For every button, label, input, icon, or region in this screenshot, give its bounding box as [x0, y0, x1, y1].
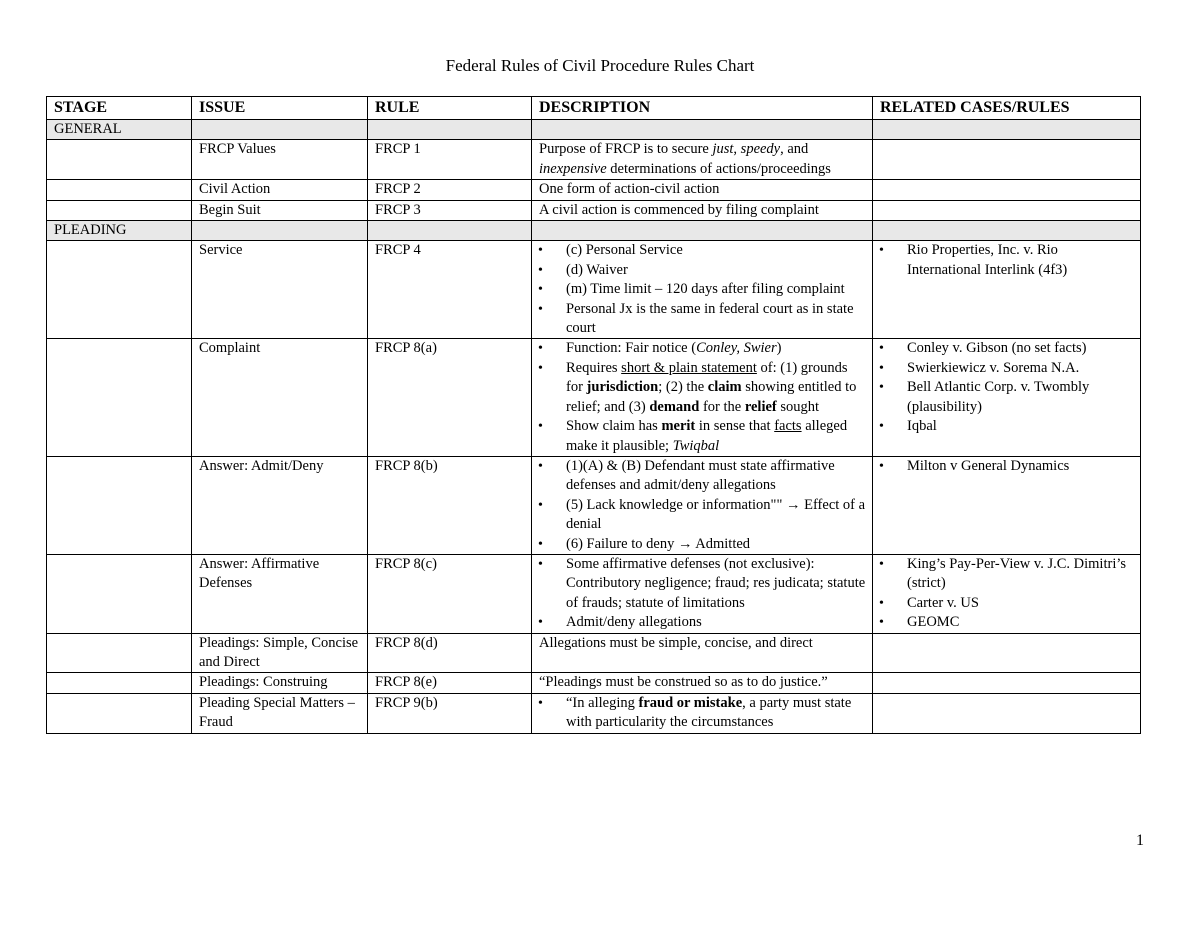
description-cell: A civil action is commenced by filing complaint: [532, 200, 873, 220]
list-item: • Bell Atlantic Corp. v. Twombly (plausibility): [907, 378, 1134, 417]
issue-cell: Complaint: [192, 339, 368, 456]
issue-cell: Begin Suit: [192, 200, 368, 220]
list-item: • Iqbal: [907, 417, 1134, 436]
section-label-pleading: PLEADING: [47, 221, 192, 241]
rule-cell: FRCP 9(b): [368, 693, 532, 733]
description-cell: Purpose of FRCP is to secure just, speedy, and inexpensive determinations of actions/proceedings: [532, 140, 873, 180]
description-cell: [532, 693, 873, 733]
table-row: [47, 339, 1141, 456]
rule-cell: FRCP 8(a): [368, 339, 532, 456]
rule-cell: FRCP 4: [368, 241, 532, 339]
issue-cell: Answer: Admit/Deny: [192, 456, 368, 554]
description-cell: [532, 241, 873, 339]
page-title: Federal Rules of Civil Procedure Rules Chart: [445, 56, 755, 75]
list-item: • Requires short & plain statement of: (1) grounds for jurisdiction; (2) the claim showing entitled to relief; and (3) demand for the relief sought: [566, 359, 866, 417]
header-row: [47, 97, 1141, 120]
list-item: • Carter v. US: [907, 594, 1134, 613]
header-related: RELATED CASES/RULES: [873, 97, 1141, 120]
issue-cell: Civil Action: [192, 180, 368, 200]
header-description: DESCRIPTION: [532, 97, 873, 120]
issue-cell: Service: [192, 241, 368, 339]
issue-cell: Pleading Special Matters – Fraud: [192, 693, 368, 733]
section-row-general: [47, 120, 1141, 140]
header-stage: STAGE: [47, 97, 192, 120]
related-cell: [873, 456, 1141, 554]
header-rule: RULE: [368, 97, 532, 120]
list-item: • Conley v. Gibson (no set facts): [907, 339, 1134, 358]
table-row: [47, 673, 1141, 693]
list-item: • (m) Time limit – 120 days after filing complaint: [566, 280, 866, 299]
description-cell: [532, 554, 873, 633]
list-item: • (c) Personal Service: [566, 241, 866, 260]
issue-cell: Answer: Affirmative Defenses: [192, 554, 368, 633]
header-issue: ISSUE: [192, 97, 368, 120]
table-row: [47, 241, 1141, 339]
rules-chart-table: [46, 96, 1141, 734]
list-item: • King’s Pay-Per-View v. J.C. Dimitri’s (strict): [907, 555, 1134, 594]
description-cell: One form of action-civil action: [532, 180, 873, 200]
description-cell: [532, 456, 873, 554]
list-item: • Swierkiewicz v. Sorema N.A.: [907, 359, 1134, 378]
rule-cell: FRCP 8(e): [368, 673, 532, 693]
rule-cell: FRCP 3: [368, 200, 532, 220]
issue-cell: Pleadings: Construing: [192, 673, 368, 693]
issue-cell: FRCP Values: [192, 140, 368, 180]
list-item: • Function: Fair notice (Conley, Swier): [566, 339, 866, 358]
table-row: [47, 180, 1141, 200]
table-row: [47, 200, 1141, 220]
table-row: [47, 456, 1141, 554]
list-item: • (6) Failure to deny → Admitted: [566, 535, 866, 554]
list-item: • Show claim has merit in sense that facts alleged make it plausible; Twiqbal: [566, 417, 866, 456]
list-item: • Admit/deny allegations: [566, 613, 866, 632]
list-item: • Rio Properties, Inc. v. Rio International Interlink (4f3): [907, 241, 1134, 280]
description-cell: [532, 339, 873, 456]
related-cell: [873, 241, 1141, 339]
table-row: [47, 693, 1141, 733]
table-row: [47, 554, 1141, 633]
rule-cell: FRCP 1: [368, 140, 532, 180]
list-item: • “In alleging fraud or mistake, a party must state with particularity the circumstances: [566, 694, 866, 733]
issue-cell: Pleadings: Simple, Concise and Direct: [192, 633, 368, 673]
related-cell: [873, 554, 1141, 633]
table-row: [47, 140, 1141, 180]
rule-cell: FRCP 8(b): [368, 456, 532, 554]
list-item: • (1)(A) & (B) Defendant must state affirmative defenses and admit/deny allegations: [566, 457, 866, 496]
list-item: • Personal Jx is the same in federal court as in state court: [566, 300, 866, 339]
page-number: 1: [1136, 832, 1144, 849]
section-row-pleading: [47, 221, 1141, 241]
related-cell: [873, 339, 1141, 456]
section-label-general: GENERAL: [47, 120, 192, 140]
rule-cell: FRCP 8(d): [368, 633, 532, 673]
rule-cell: FRCP 8(c): [368, 554, 532, 633]
description-cell: “Pleadings must be construed so as to do justice.”: [532, 673, 873, 693]
rule-cell: FRCP 2: [368, 180, 532, 200]
list-item: • Some affirmative defenses (not exclusive): Contributory negligence; fraud; res judicata; statute of frauds; statute of limitations: [566, 555, 866, 613]
list-item: • GEOMC: [907, 613, 1134, 632]
list-item: • (d) Waiver: [566, 261, 866, 280]
list-item: • Milton v General Dynamics: [907, 457, 1134, 476]
table-row: [47, 633, 1141, 673]
list-item: • (5) Lack knowledge or information"" → Effect of a denial: [566, 496, 866, 535]
description-cell: Allegations must be simple, concise, and direct: [532, 633, 873, 673]
